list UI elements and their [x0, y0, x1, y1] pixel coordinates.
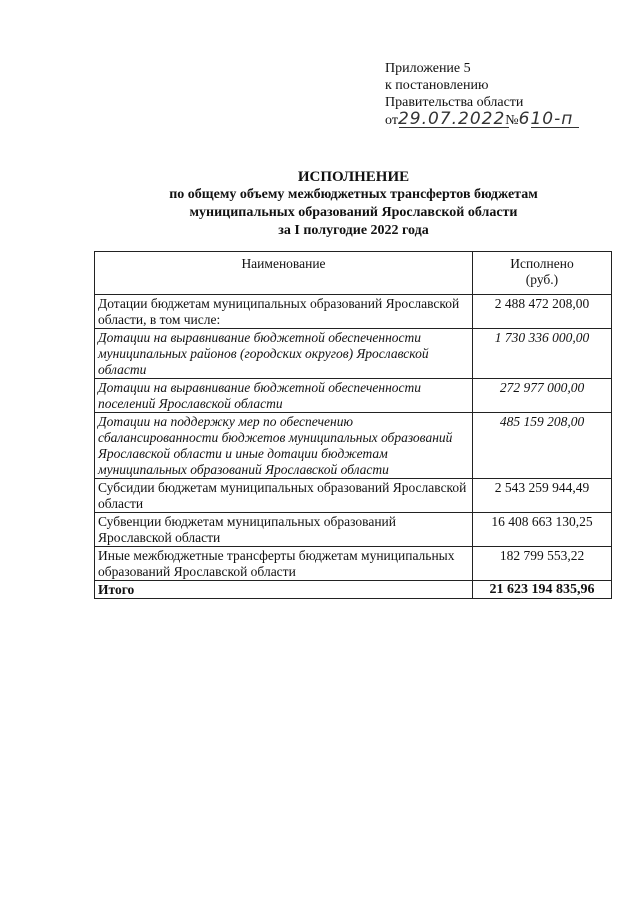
table-header-row	[95, 252, 612, 295]
header-amount-line1: Исполнено	[510, 256, 574, 271]
row-name: Дотации на поддержку мер по обеспечению сбалансированности бюджетов муниципальных образований Ярославской области и иные дотации бюджетам муниципальных образований Ярославской области	[95, 413, 473, 479]
table-row	[95, 295, 612, 329]
number-underline	[531, 127, 579, 128]
row-amount: 2 543 259 944,49	[473, 479, 612, 513]
table-row	[95, 379, 612, 413]
heading-line-4: за I полугодие 2022 года	[278, 223, 429, 238]
handwritten-date: 29.07.2022	[397, 109, 506, 129]
total-amount: 21 623 194 835,96	[473, 581, 612, 599]
row-amount: 182 799 553,22	[473, 547, 612, 581]
document-title: ИСПОЛНЕНИЕ	[297, 169, 410, 185]
row-name: Субвенции бюджетам муниципальных образований Ярославской области	[95, 513, 473, 547]
table-row	[95, 547, 612, 581]
total-label: Итого	[95, 581, 473, 599]
transfers-table	[94, 251, 612, 599]
number-label: №	[505, 113, 519, 128]
attachment-date-row	[385, 111, 573, 131]
header-amount-line2: (руб.)	[525, 272, 559, 287]
heading-line-3: муниципальных образований Ярославской области	[189, 205, 518, 220]
handwritten-number: 610-п	[518, 109, 574, 129]
table-row	[95, 413, 612, 479]
row-name: Дотации бюджетам муниципальных образований Ярославской области, в том числе:	[95, 295, 473, 329]
row-name: Дотации на выравнивание бюджетной обеспеченности муниципальных районов (городских округов) Ярославской области	[95, 329, 473, 379]
table-total-row	[95, 581, 612, 599]
attachment-block	[385, 60, 573, 131]
row-amount: 1 730 336 000,00	[473, 329, 612, 379]
attachment-resolution: к постановлению	[385, 78, 489, 93]
table-row	[95, 479, 612, 513]
row-amount: 16 408 663 130,25	[473, 513, 612, 547]
row-amount: 272 977 000,00	[473, 379, 612, 413]
from-label: от	[385, 113, 398, 128]
row-amount: 2 488 472 208,00	[473, 295, 612, 329]
table-row	[95, 329, 612, 379]
header-amount	[473, 252, 612, 295]
document-heading	[95, 168, 612, 240]
date-underline	[399, 127, 509, 128]
row-name: Иные межбюджетные трансферты бюджетам муниципальных образований Ярославской области	[95, 547, 473, 581]
row-name: Субсидии бюджетам муниципальных образований Ярославской области	[95, 479, 473, 513]
header-name: Наименование	[95, 252, 473, 295]
heading-line-2: по общему объему межбюджетных трансфертов бюджетам	[169, 187, 538, 202]
row-name: Дотации на выравнивание бюджетной обеспеченности поселений Ярославской области	[95, 379, 473, 413]
attachment-government: Правительства области	[385, 95, 524, 110]
row-amount: 485 159 208,00	[473, 413, 612, 479]
attachment-number: Приложение 5	[385, 61, 471, 76]
table-row	[95, 513, 612, 547]
